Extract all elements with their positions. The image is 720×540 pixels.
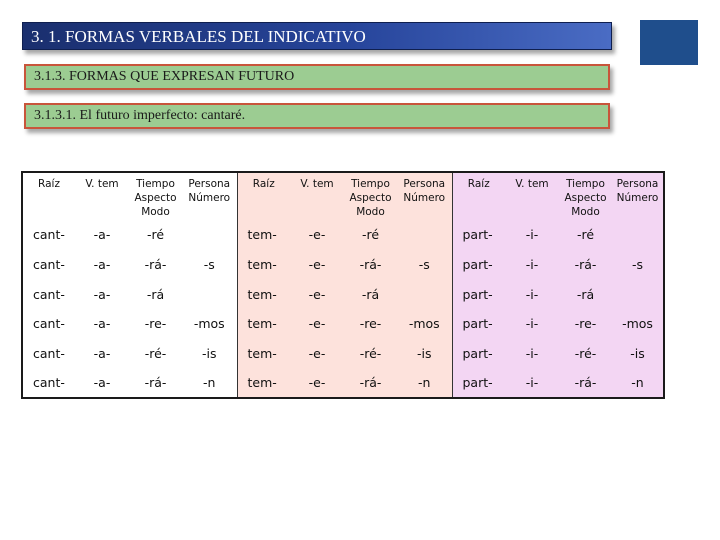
table-row [22,279,664,309]
header-vtem: V. tem [505,172,559,220]
header-persona-numero: Persona Número [397,172,452,220]
cell-persona-numero: -mos [397,309,452,339]
cell-tiempo-aspecto-modo: -rá [559,279,612,309]
cell-vtem: -i- [505,279,559,309]
cell-persona-numero: -mos [182,309,237,339]
cell-raiz: tem- [237,368,290,398]
section-heading: 3.1.3. FORMAS QUE EXPRESAN FUTURO [24,64,610,90]
cell-vtem: -e- [290,368,344,398]
cell-tiempo-aspecto-modo: -ré- [559,339,612,369]
header-persona-numero: Persona Número [612,172,664,220]
cell-tiempo-aspecto-modo: -ré [344,220,397,250]
header-tiempo-aspecto-modo: Tiempo Aspecto Modo [129,172,182,220]
cell-vtem: -a- [75,368,129,398]
cell-persona-numero [612,220,664,250]
cell-tiempo-aspecto-modo: -rá- [344,250,397,280]
cell-vtem: -i- [505,220,559,250]
cell-vtem: -i- [505,339,559,369]
header-persona-numero: Persona Número [182,172,237,220]
cell-vtem: -i- [505,368,559,398]
cell-raiz: cant- [22,309,75,339]
cell-persona-numero: -is [182,339,237,369]
cell-raiz: part- [452,250,505,280]
table-row [22,339,664,369]
cell-raiz: tem- [237,279,290,309]
cell-persona-numero [182,279,237,309]
cell-vtem: -e- [290,339,344,369]
cell-vtem: -e- [290,250,344,280]
cell-tiempo-aspecto-modo: -re- [129,309,182,339]
cell-persona-numero: -is [397,339,452,369]
header-raiz: Raíz [452,172,505,220]
cell-raiz: cant- [22,339,75,369]
header-raiz: Raíz [237,172,290,220]
cell-tiempo-aspecto-modo: -rá- [129,250,182,280]
cell-raiz: part- [452,339,505,369]
header-vtem: V. tem [75,172,129,220]
header-tiempo-aspecto-modo: Tiempo Aspecto Modo [559,172,612,220]
cell-tiempo-aspecto-modo: -rá- [559,250,612,280]
cell-tiempo-aspecto-modo: -rá- [344,368,397,398]
cell-raiz: part- [452,309,505,339]
cell-persona-numero: -mos [612,309,664,339]
cell-persona-numero: -s [397,250,452,280]
cell-vtem: -a- [75,220,129,250]
cell-persona-numero [182,220,237,250]
header-raiz: Raíz [22,172,75,220]
cell-vtem: -a- [75,339,129,369]
cell-tiempo-aspecto-modo: -rá- [559,368,612,398]
cell-vtem: -a- [75,309,129,339]
cell-persona-numero [397,220,452,250]
cell-tiempo-aspecto-modo: -ré [129,220,182,250]
cell-vtem: -i- [505,309,559,339]
cell-raiz: cant- [22,250,75,280]
cell-raiz: part- [452,279,505,309]
cell-persona-numero [612,279,664,309]
cell-raiz: part- [452,220,505,250]
cell-persona-numero: -s [182,250,237,280]
cell-tiempo-aspecto-modo: -rá- [129,368,182,398]
cell-raiz: tem- [237,339,290,369]
subsection-heading: 3.1.3.1. El futuro imperfecto: cantaré. [24,103,610,129]
cell-persona-numero [397,279,452,309]
cell-persona-numero: -n [182,368,237,398]
cell-tiempo-aspecto-modo: -ré [559,220,612,250]
header-vtem: V. tem [290,172,344,220]
cell-raiz: cant- [22,279,75,309]
cell-tiempo-aspecto-modo: -re- [344,309,397,339]
cell-vtem: -a- [75,279,129,309]
cell-tiempo-aspecto-modo: -ré- [129,339,182,369]
cell-tiempo-aspecto-modo: -rá [129,279,182,309]
cell-raiz: cant- [22,368,75,398]
cell-tiempo-aspecto-modo: -re- [559,309,612,339]
cell-vtem: -e- [290,309,344,339]
cell-persona-numero: -is [612,339,664,369]
cell-raiz: tem- [237,309,290,339]
header-tiempo-aspecto-modo: Tiempo Aspecto Modo [344,172,397,220]
cell-raiz: cant- [22,220,75,250]
conjugation-table [21,171,665,399]
cell-persona-numero: -n [612,368,664,398]
table-row [22,368,664,398]
table-row [22,220,664,250]
cell-raiz: tem- [237,250,290,280]
table-row [22,250,664,280]
logo [640,20,698,65]
table-header-row [22,172,664,220]
cell-tiempo-aspecto-modo: -rá [344,279,397,309]
cell-tiempo-aspecto-modo: -ré- [344,339,397,369]
conjugation-table-body [22,172,664,398]
cell-vtem: -e- [290,220,344,250]
cell-raiz: part- [452,368,505,398]
slide-title: 3. 1. FORMAS VERBALES DEL INDICATIVO [22,22,612,50]
cell-vtem: -i- [505,250,559,280]
cell-vtem: -e- [290,279,344,309]
cell-persona-numero: -s [612,250,664,280]
table-row [22,309,664,339]
cell-persona-numero: -n [397,368,452,398]
cell-raiz: tem- [237,220,290,250]
cell-vtem: -a- [75,250,129,280]
